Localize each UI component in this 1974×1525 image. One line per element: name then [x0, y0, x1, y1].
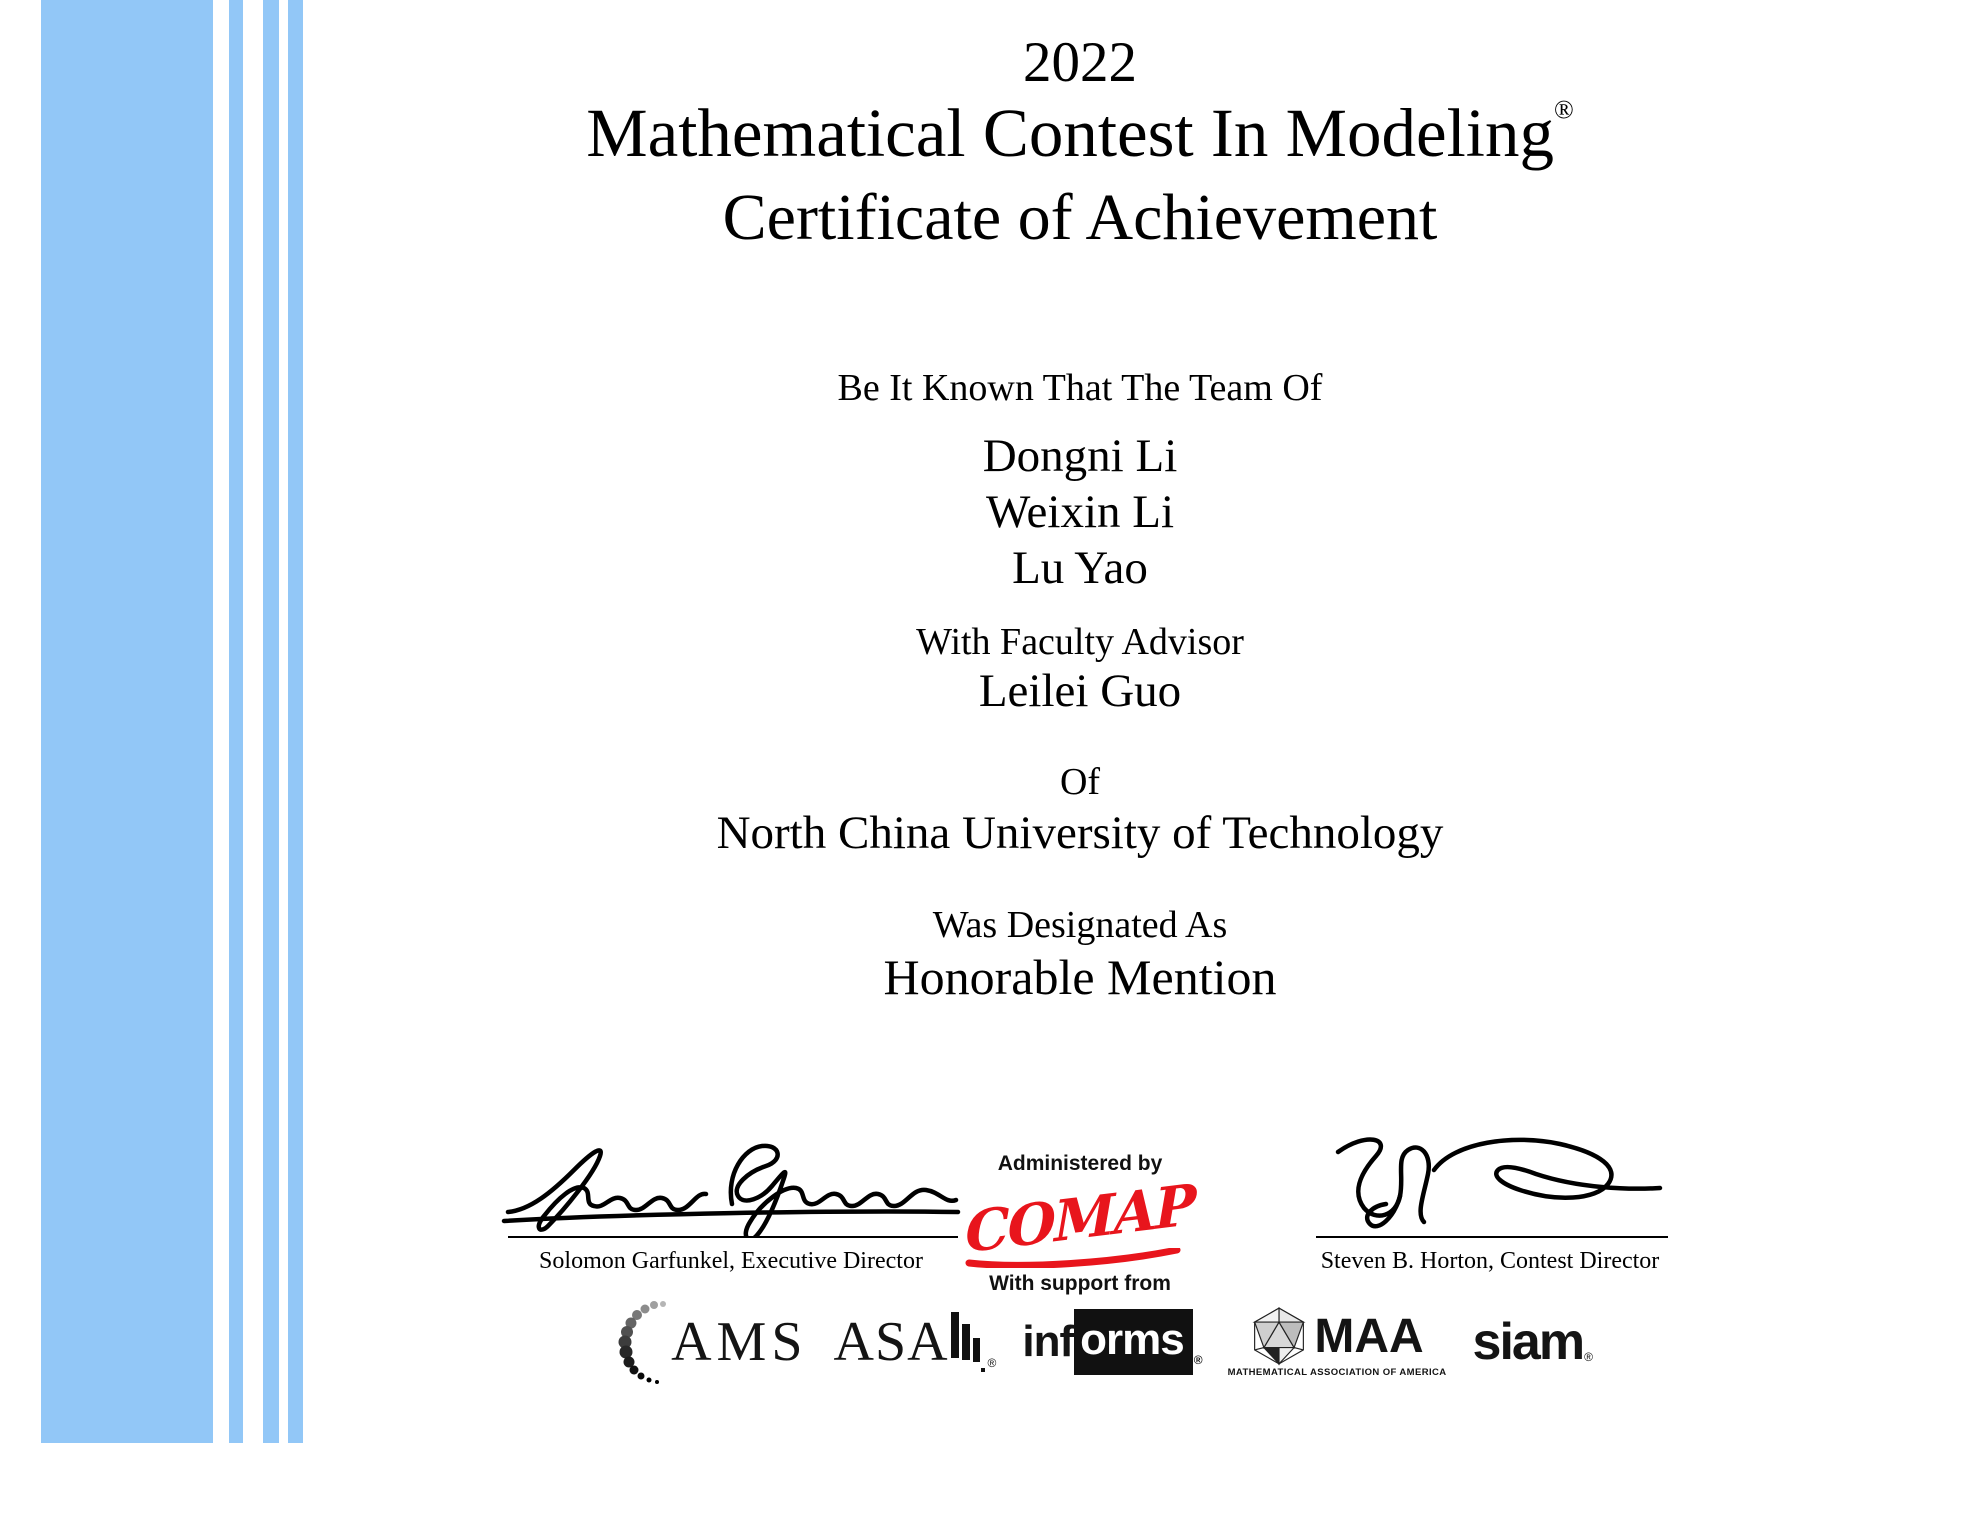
maa-logo [1228, 1306, 1447, 1378]
signature-garfunkel-scribble [500, 1126, 962, 1238]
comap-swoosh-icon [963, 1248, 1183, 1268]
advisor-name: Leilei Guo [978, 665, 1182, 717]
executive-director-name: Solomon Garfunkel, Executive Director [539, 1248, 923, 1274]
team-member-list [303, 428, 1857, 596]
certificate-title [303, 94, 1857, 173]
signature-line-left [508, 1236, 958, 1238]
team-member-3: Lu Yao [1012, 542, 1148, 594]
comap-logo [935, 1171, 1225, 1272]
siam-logo-text: siam [1472, 1313, 1584, 1371]
known-line: Be It Known That The Team Of [837, 367, 1323, 409]
ams-dots-icon [617, 1298, 667, 1386]
team-member-2: Weixin Li [985, 486, 1175, 538]
left-accent-stripe-3 [288, 0, 303, 1443]
siam-logo [1473, 1312, 1593, 1372]
team-member-1: Dongni Li [982, 430, 1178, 482]
asa-bars-icon [951, 1312, 987, 1378]
asa-logo [834, 1306, 997, 1378]
designated-label: Was Designated As [932, 904, 1228, 946]
informs-logo [1022, 1309, 1201, 1375]
advisor-label: With Faculty Advisor [916, 621, 1244, 663]
maa-caption-text: MATHEMATICAL ASSOCIATION OF AMERICA [1227, 1367, 1447, 1378]
siam-registered-mark: ® [1584, 1350, 1593, 1364]
left-accent-stripe-1 [229, 0, 243, 1443]
designation-award: Honorable Mention [883, 949, 1277, 1005]
maa-icosahedron-icon [1250, 1306, 1308, 1366]
asa-registered-mark: ® [987, 1356, 997, 1370]
administered-by-label: Administered by [997, 1152, 1163, 1175]
left-accent-band [41, 0, 213, 1443]
institution-name: North China University of Technology [716, 807, 1444, 859]
informs-logo-text-prefix: inf [1022, 1317, 1074, 1366]
contest-director-name: Steven B. Horton, Contest Director [1320, 1248, 1660, 1274]
informs-logo-text-suffix: orms [1074, 1309, 1193, 1375]
registered-mark-icon: ® [1553, 95, 1574, 124]
of-label: Of [1059, 761, 1101, 803]
certificate-year: 2022 [1023, 31, 1137, 94]
informs-registered-mark: ® [1193, 1353, 1202, 1367]
signature-horton-scribble [1308, 1126, 1672, 1238]
administered-block [935, 1152, 1225, 1296]
comap-logo-text: COMAP [964, 1171, 1196, 1267]
maa-logo-text: MAA [1314, 1309, 1424, 1363]
asa-logo-text: ASA [833, 1311, 949, 1373]
certificate-subtitle: Certificate of Achievement [722, 181, 1438, 254]
certificate-title-text: Mathematical Contest In Modeling [586, 95, 1554, 171]
sponsor-logo-row [640, 1296, 1593, 1388]
ams-logo-text: AMS [671, 1311, 808, 1373]
signature-line-right [1316, 1236, 1668, 1238]
ams-logo [617, 1298, 807, 1386]
left-accent-stripe-2 [263, 0, 279, 1443]
support-from-label: With support from [989, 1272, 1171, 1295]
